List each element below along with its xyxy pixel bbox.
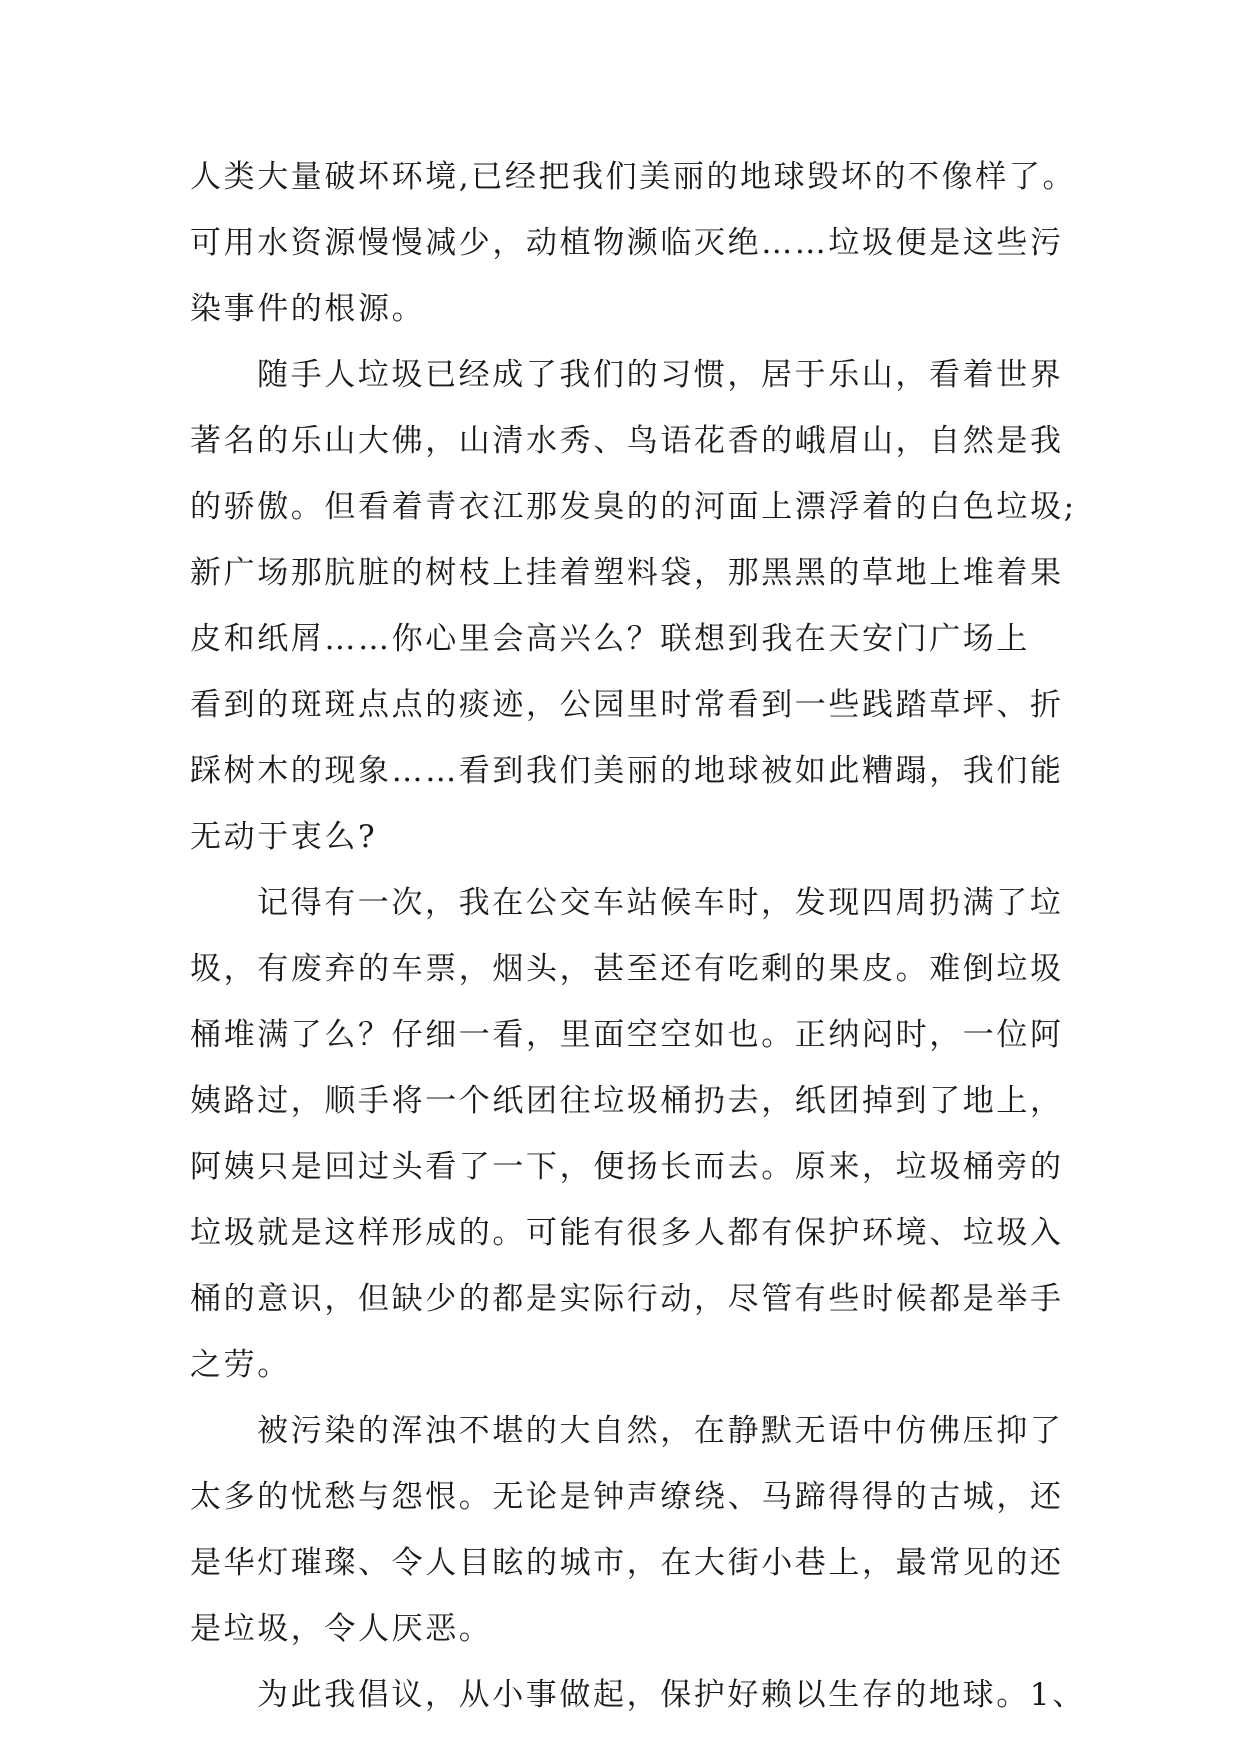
text-line: 桶堆满了么？仔细一看，里面空空如也。正纳闷时，一位阿 <box>190 1017 1064 1053</box>
text-line: 的骄傲。但看着青衣江那发臭的的河面上漂浮着的白色垃圾; <box>190 489 1077 525</box>
text-line: 踩树木的现象……看到我们美丽的地球被如此糟蹋，我们能 <box>190 753 1064 789</box>
text-line: 垃圾就是这样形成的。可能有很多人都有保护环境、垃圾入 <box>190 1215 1064 1251</box>
text-line: 阿姨只是回过头看了一下，便扬长而去。原来，垃圾桶旁的 <box>190 1149 1064 1185</box>
text-line: 为此我倡议，从小事做起，保护好赖以生存的地球。1、 <box>257 1677 1086 1713</box>
text-line: 随手人垃圾已经成了我们的习惯，居于乐山，看着世界 <box>257 357 1064 393</box>
text-line: 记得有一次，我在公交车站候车时，发现四周扔满了垃 <box>257 885 1064 921</box>
text-line: 是垃圾，令人厌恶。 <box>190 1611 493 1647</box>
text-line: 染事件的根源。 <box>190 291 426 327</box>
text-line: 太多的忧愁与怨恨。无论是钟声缭绕、马蹄得得的古城，还 <box>190 1479 1064 1515</box>
text-line: 著名的乐山大佛，山清水秀、鸟语花香的峨眉山，自然是我 <box>190 423 1064 459</box>
text-line: 姨路过，顺手将一个纸团往垃圾桶扔去，纸团掉到了地上， <box>190 1083 1064 1119</box>
text-line: 人类大量破坏环境,已经把我们美丽的地球毁坏的不像样了。 <box>190 159 1077 195</box>
text-line: 之劳。 <box>190 1347 291 1383</box>
text-line: 看到的斑斑点点的痰迹，公园里时常看到一些践踏草坪、折 <box>190 687 1064 723</box>
text-line: 新广场那肮脏的树枝上挂着塑料袋，那黑黑的草地上堆着果 <box>190 555 1064 591</box>
text-line: 桶的意识，但缺少的都是实际行动，尽管有些时候都是举手 <box>190 1281 1064 1317</box>
text-line: 皮和纸屑……你心里会高兴么？联想到我在天安门广场上 <box>190 621 1030 657</box>
text-line: 是华灯璀璨、令人目眩的城市，在大街小巷上，最常见的还 <box>190 1545 1064 1581</box>
text-line: 无动于衷么? <box>190 819 378 855</box>
text-line: 可用水资源慢慢减少，动植物濒临灭绝……垃圾便是这些污 <box>190 225 1064 261</box>
text-line: 圾，有废弃的车票，烟头，甚至还有吃剩的果皮。难倒垃圾 <box>190 951 1064 987</box>
text-line: 被污染的浑浊不堪的大自然，在静默无语中仿佛压抑了 <box>257 1413 1064 1449</box>
